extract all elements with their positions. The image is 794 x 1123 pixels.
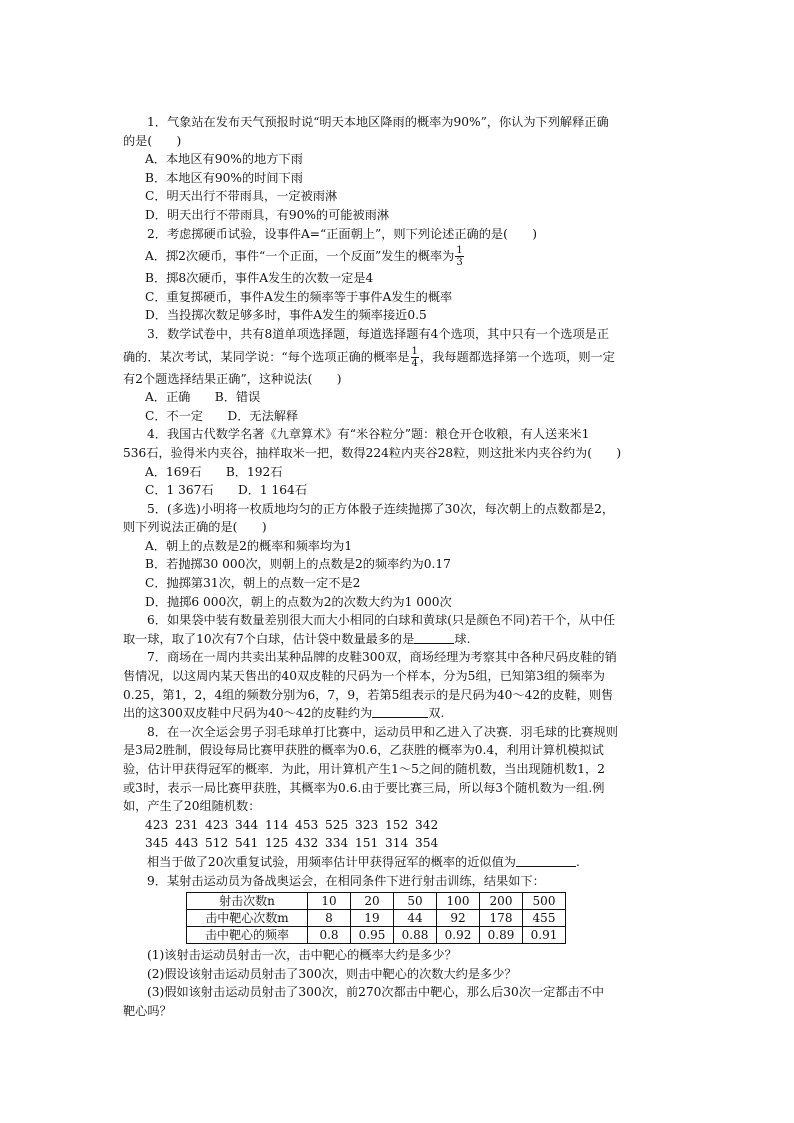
q2-option-c: C．重复掷硬币，事件A发生的频率等于事件A发生的概率 (145, 289, 453, 304)
q1-option-d: D．明天出行不带雨具，有90%的可能被雨淋 (145, 207, 390, 222)
q3-fraction-denominator: 4 (411, 357, 418, 369)
table-row-label: 击中靶心次数m (187, 910, 308, 927)
q1-option-a: A．本地区有90%的地方下雨 (145, 152, 303, 167)
q8-ask-end: . (575, 854, 580, 869)
table-row-label: 击中靶心的频率 (187, 927, 308, 944)
q2-option-b: B．掷8次硬币，事件A发生的次数一定是4 (145, 271, 374, 286)
q3-options-ab: A．正确 B．错误 (145, 390, 261, 405)
q7-stem-line4-end: 双. (428, 706, 445, 721)
table-row-label: 射击次数n (187, 893, 308, 910)
table-cell: 8 (308, 910, 351, 927)
q3-options-cd: C．不一定 D．无法解释 (145, 408, 299, 423)
random-number: 334 (325, 836, 349, 851)
table-cell: 92 (437, 910, 480, 927)
table-cell: 50 (394, 893, 437, 910)
q7-stem-line1: 7．商场在一周内共卖出某种品牌的皮鞋300双，商场经理为考察其中各种尺码皮鞋的销 (147, 650, 617, 665)
q3-fraction-numerator: 1 (411, 345, 418, 357)
q8-stem-line1: 8．在一次全运会男子羽毛球单打比赛中，运动员甲和乙进入了决赛．羽毛球的比赛规则 (147, 724, 618, 739)
table-cell: 19 (351, 910, 394, 927)
random-number: 344 (235, 817, 259, 832)
q8-stem-line3: 验，估计甲获得冠军的概率．为此，用计算机产生1～5之间的随机数，当出现随机数1，2 (123, 762, 605, 776)
q1-option-b: B．本地区有90%的时间下雨 (145, 170, 303, 185)
q7-stem-line2: 售情况，以这周内某天售出的40双皮鞋的尺码为一个样本，分为5组，已知第3组的频率为 (123, 669, 605, 684)
table-cell: 0.95 (351, 927, 394, 944)
random-number: 314 (385, 836, 409, 851)
q4-options-ab: A．169石 B．192石 (145, 464, 283, 479)
table-cell: 0.8 (308, 927, 351, 944)
random-number: 151 (355, 836, 379, 851)
q3-stem-line1: 3．数学试卷中，共有8道单项选择题，每道选择题有4个选项，其中只有一个选项是正 (147, 326, 610, 341)
q6-stem-line2-start: 取一球，取了10次有7个白球，估计袋中数量最多的是 (123, 631, 415, 646)
random-number: 423 (205, 817, 229, 832)
table-row (187, 927, 566, 944)
q2-fraction-denominator: 3 (456, 257, 463, 269)
q5-option-d: D．抛掷6 000次，朝上的点数为2的次数大约为1 000次 (145, 594, 452, 609)
table-cell: 0.91 (523, 927, 566, 944)
q1-stem-line1: 1．气象站在发布天气预报时说“明天本地区降雨的概率为90%”，你认为下列解释正确 (147, 115, 609, 129)
exercise-page (123, 113, 683, 1021)
q7-answer-blank (372, 705, 428, 718)
table-cell: 500 (523, 893, 566, 910)
q2-option-a-text: A．掷2次硬币，事件“一个正面，一个反面”发生的概率为 (145, 249, 455, 264)
random-number: 354 (415, 836, 439, 851)
q2-option-d: D．当投掷次数足够多时，事件A发生的频率接近0.5 (145, 308, 427, 323)
q6-answer-blank (414, 631, 454, 644)
q7-stem-line3: 0.25，第1，2，4组的频数分别为6，7，9，若第5组表示的是尺码为40～42的皮鞋，则售 (123, 687, 614, 702)
random-number: 114 (265, 817, 289, 832)
q9-sub2: (2)假设该射击运动员射击了300次，则击中靶心的次数大约是多少？ (147, 966, 517, 981)
table-cell: 10 (308, 893, 351, 910)
random-number: 152 (385, 817, 409, 832)
random-number: 525 (325, 817, 349, 832)
q4-options-cd: C．1 367石 D．1 164石 (145, 483, 308, 498)
random-number: 342 (415, 817, 439, 832)
random-number: 453 (295, 817, 319, 832)
q5-option-c: C．抛掷第31次，朝上的点数一定不是2 (145, 576, 361, 591)
table-cell: 0.88 (394, 927, 437, 944)
q9-sub3-line2: 靶心吗？ (123, 1003, 172, 1018)
random-number: 443 (175, 836, 199, 851)
q5-option-a: A．朝上的点数是2的概率和频率均为1 (145, 538, 353, 553)
table-cell: 0.92 (437, 927, 480, 944)
q4-stem-line1: 4．我国古代数学名著《九章算术》有“米谷粒分”题：粮仓开仓收粮，有人送来米1 (147, 427, 590, 442)
q5-stem-line2: 则下列说法正确的是( ) (123, 520, 267, 535)
q7-stem-line4 (123, 704, 683, 723)
random-number: 423 (145, 817, 169, 832)
table-cell: 100 (437, 893, 480, 910)
q2-stem: 2．考虑掷硬币试验，设事件A=“正面朝上”，则下列论述正确的是( ) (147, 226, 537, 241)
q8-random-numbers-row1 (123, 816, 683, 835)
q8-stem-line2: 是3局2胜制，假设每局比赛甲获胜的概率为0.6，乙获胜的概率为0.4，利用计算机模拟试 (123, 743, 604, 758)
q6-stem-line2 (123, 630, 683, 649)
q1-stem-line2: 的是( ) (123, 133, 182, 148)
q5-stem-line1: 5．(多选)小明将一枚质地均匀的正方体骰子连续抛掷了30次，每次朝上的点数都是2， (147, 501, 615, 516)
random-number: 323 (355, 817, 379, 832)
table-cell: 455 (523, 910, 566, 927)
q5-option-b: B．若抛掷30 000次，则朝上的点数是2的频率约为0.17 (145, 557, 451, 572)
random-number: 125 (265, 836, 289, 851)
q9-sub3-line1: (3)假如该射击运动员射击了300次，前270次都击中靶心，那么后30次一定都击不中 (147, 985, 605, 1000)
random-number: 512 (205, 836, 229, 851)
random-number: 345 (145, 836, 169, 851)
q2-fraction (455, 245, 463, 268)
q2-option-a (123, 243, 683, 269)
q9-sub1: (1)该射击运动员射击一次，击中靶心的概率大约是多少？ (147, 948, 457, 963)
table-cell: 20 (351, 893, 394, 910)
q6-stem-line1: 6．如果袋中装有数量差别很大而大小相同的白球和黄球(只是颜色不同)若干个，从中任 (147, 613, 616, 628)
table-row (187, 893, 566, 910)
q1-option-c: C．明天出行不带雨具，一定被雨淋 (145, 189, 338, 204)
q3-fraction (411, 346, 419, 369)
table-row (187, 910, 566, 927)
q4-stem-line2: 536石，验得米内夹谷，抽样取米一把，数得224粒内夹谷28粒，则这批米内夹谷约为( ) (123, 445, 622, 460)
q3-stem-line3: 有2个题选择结果正确”，这种说法( ) (123, 371, 342, 386)
table-cell: 0.89 (480, 927, 523, 944)
q8-stem-line4: 或3时，表示一局比赛甲获胜，其概率为0.6.由于要比赛三局，所以每3个随机数为一组.例 (123, 780, 605, 795)
table-cell: 44 (394, 910, 437, 927)
random-number: 432 (295, 836, 319, 851)
q9-results-table (186, 892, 566, 944)
q6-stem-line2-end: 球. (454, 631, 471, 646)
q8-ask (123, 853, 683, 872)
q3-stem-line2-start: 确的．某次考试，某同学说：“每个选项正确的概率是 (123, 349, 410, 364)
random-number: 541 (235, 836, 259, 851)
q2-fraction-numerator: 1 (456, 245, 463, 257)
q3-stem-line2-end: ，我每题都选择第一个选项，则一定 (419, 349, 615, 364)
q8-answer-blank (516, 854, 576, 867)
q3-stem-line2 (123, 344, 683, 370)
table-cell: 178 (480, 910, 523, 927)
q8-stem-line5: 如，产生了20组随机数： (123, 799, 261, 814)
q7-stem-line4-start: 出的这300双皮鞋中尺码为40～42的皮鞋约为 (123, 706, 373, 721)
random-number: 231 (175, 817, 199, 832)
q8-random-numbers-row2 (123, 834, 683, 853)
table-cell: 200 (480, 893, 523, 910)
q8-ask-start: 相当于做了20次重复试验，用频率估计甲获得冠军的概率的近似值为 (147, 854, 516, 869)
q9-stem: 9．某射击运动员为备战奥运会，在相同条件下进行射击训练，结果如下： (147, 873, 545, 888)
